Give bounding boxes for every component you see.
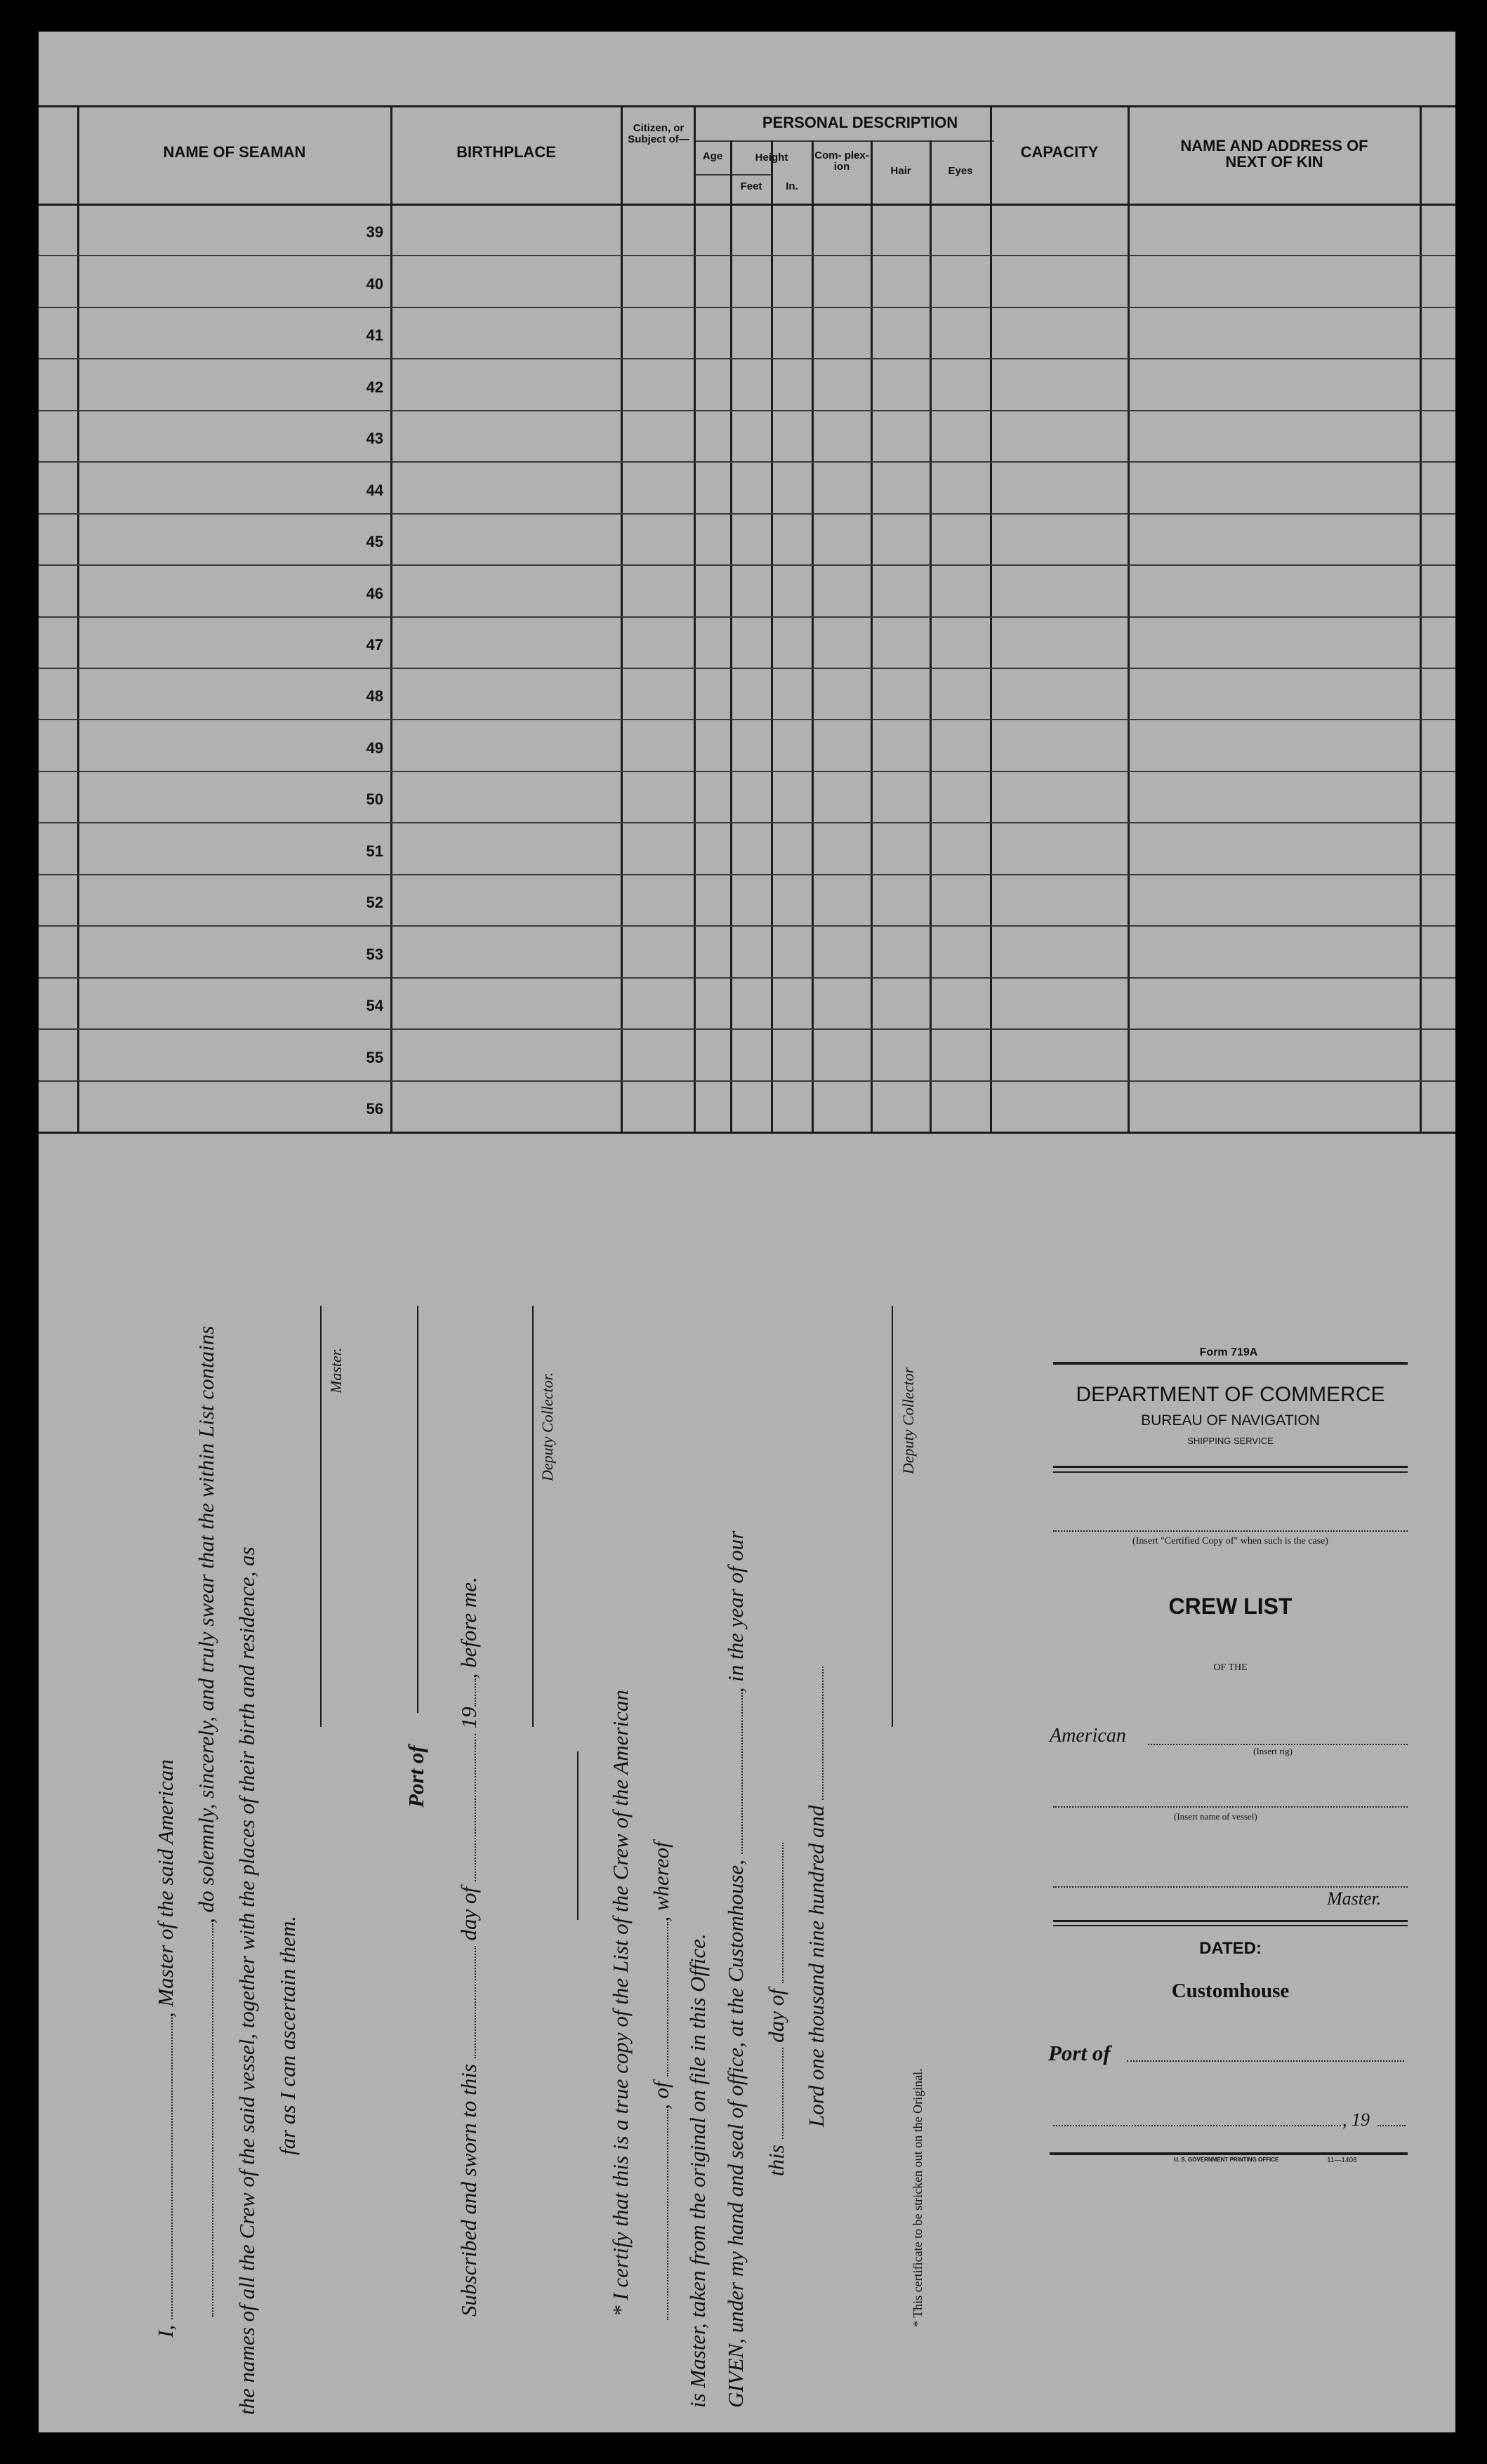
certified-copy-field[interactable]	[1053, 1530, 1408, 1532]
oath-line-2-text: , do solemnly, sincerely, and truly swear that the within List contains	[194, 1325, 218, 1923]
cover-rule-2	[1053, 1466, 1408, 1468]
before-me-text: , before me.	[456, 1577, 481, 1679]
table-row[interactable]	[39, 255, 1455, 306]
cert-line-6	[804, 1667, 829, 2127]
header-age: Age	[702, 150, 723, 162]
cert-day-field[interactable]	[765, 2048, 784, 2139]
deputy-collector-label: Deputy Collector.	[538, 1372, 556, 1481]
cover-rule-4	[1053, 1920, 1408, 1922]
oath-port-of: Port of	[404, 1745, 428, 1808]
table-row[interactable]	[39, 977, 1455, 1028]
table-bottom-border	[39, 1132, 1455, 1134]
master-cover-field[interactable]	[1053, 1886, 1408, 1888]
header-capacity: CAPACITY	[1020, 143, 1099, 161]
row-number: 51	[366, 842, 383, 860]
oath-line-1-text: , Master of the said American	[153, 1759, 178, 2018]
header-eyes: Eyes	[948, 165, 973, 177]
header-height: Height	[755, 152, 788, 164]
insert-rig-note: (Insert rig)	[1253, 1746, 1293, 1756]
table-row[interactable]	[39, 410, 1455, 461]
lord-text: Lord one thousand nine hundred and	[804, 1805, 828, 2127]
form-number: Form 719A	[1199, 1346, 1258, 1358]
row-number: 43	[366, 430, 383, 448]
subscribed-text: Subscribed and sworn to this	[456, 2064, 481, 2317]
cert-line-5	[764, 1843, 789, 2176]
cert-deputy-label: Deputy Collector	[899, 1367, 917, 1474]
row-number: 49	[366, 738, 383, 757]
table-row[interactable]	[39, 307, 1455, 358]
insert-certified-copy-note: (Insert "Certified Copy of" when such is the case)	[1132, 1536, 1328, 1546]
cert-port-field[interactable]	[650, 1922, 668, 2076]
cert-deputy-line[interactable]	[892, 1306, 893, 1727]
header-feet: Feet	[740, 180, 762, 192]
cover-rule-3	[1053, 1471, 1408, 1473]
oath-line-3: the names of all the Crew of the said vessel, together with the places of their birth and residence, as	[234, 1546, 259, 2415]
date-cover-field[interactable]	[1053, 2125, 1341, 2126]
table-row[interactable]	[39, 771, 1455, 822]
table-row[interactable]	[39, 564, 1455, 616]
cert-line-4	[723, 1531, 748, 2408]
oath-line-1	[153, 1759, 178, 2338]
cert-line-2	[649, 1841, 674, 2320]
table-row[interactable]	[39, 925, 1455, 976]
header-citizen: Citizen, or Subject of—	[628, 122, 689, 145]
service-title: SHIPPING SERVICE	[1187, 1436, 1274, 1446]
row-number: 41	[366, 326, 383, 345]
year-cover-field[interactable]	[1377, 2125, 1406, 2126]
table-row[interactable]	[39, 358, 1455, 409]
department-title: DEPARTMENT OF COMMERCE	[1076, 1383, 1385, 1406]
table-row[interactable]	[39, 1080, 1455, 1132]
table-row[interactable]	[39, 513, 1455, 564]
cert-customhouse-field[interactable]	[725, 1693, 743, 1854]
row-number: 44	[366, 481, 383, 499]
row-number: 53	[366, 945, 383, 963]
cover-rule-5	[1053, 1925, 1408, 1926]
port-of-cover-field[interactable]	[1127, 2060, 1404, 2062]
oath-line-2	[194, 1326, 219, 2317]
table-row[interactable]	[39, 668, 1455, 719]
bureau-title: BUREAU OF NAVIGATION	[1141, 1412, 1320, 1429]
certificate-rule	[577, 1751, 579, 1920]
crew-list-title: CREW LIST	[1168, 1594, 1293, 1619]
table-row[interactable]	[39, 616, 1455, 668]
cert-line-3-text: is Master, taken from the original on file in this Office.	[685, 1933, 710, 2408]
header-next-of-kin: NAME AND ADDRESS OF NEXT OF KIN	[1180, 137, 1368, 171]
row-number: 39	[366, 223, 383, 241]
sworn-month-field[interactable]	[458, 1734, 476, 1881]
insert-vessel-note: (Insert name of vessel)	[1174, 1811, 1257, 1822]
cert-month-field[interactable]	[765, 1843, 784, 1983]
form-code: 11—1408	[1327, 2157, 1357, 2164]
cert-vessel-field[interactable]	[650, 2109, 668, 2320]
row-number: 46	[366, 584, 383, 602]
row-number: 52	[366, 894, 383, 912]
master-signature-line[interactable]	[320, 1306, 322, 1727]
printer-imprint: U. S. GOVERNMENT PRINTING OFFICE	[1174, 2157, 1279, 2163]
day-of-text: day of	[456, 1886, 481, 1941]
row-number: 50	[366, 790, 383, 809]
height-rule	[695, 174, 772, 175]
american-label: American	[1050, 1725, 1126, 1747]
port-of-cover-label: Port of	[1048, 2041, 1111, 2065]
port-of-line[interactable]	[417, 1306, 418, 1713]
year-19-text: 19	[456, 1707, 481, 1729]
certificate-footnote: * This certificate to be stricken out on the Original.	[911, 2068, 925, 2327]
table-top-border	[39, 105, 1455, 107]
table-row[interactable]	[39, 204, 1455, 255]
row-number: 54	[366, 997, 383, 1015]
header-name-of-seaman: NAME OF SEAMAN	[163, 143, 306, 161]
day-of-text-2: day of	[764, 1989, 788, 2043]
table-row[interactable]	[39, 822, 1455, 873]
table-row[interactable]	[39, 1028, 1455, 1080]
row-number: 47	[366, 635, 383, 654]
header-birthplace: BIRTHPLACE	[456, 143, 556, 161]
year-cover-label: , 19	[1342, 2109, 1370, 2130]
customhouse-label: Customhouse	[1171, 1980, 1290, 2002]
row-number: 45	[366, 533, 383, 551]
row-number: 42	[366, 378, 383, 396]
header-personal-description: PERSONAL DESCRIPTION	[762, 114, 958, 131]
header-inches: In.	[786, 180, 798, 192]
dated-label: DATED:	[1199, 1939, 1262, 1958]
cert-year-field[interactable]	[805, 1667, 824, 1800]
row-number: 48	[366, 687, 383, 706]
header-hair: Hair	[890, 165, 911, 177]
year-of-our-text: , in the year of our	[723, 1530, 748, 1693]
sworn-year-field[interactable]	[458, 1678, 476, 1707]
cert-line-1: * I certify that this is a true copy of the List of the Crew of the American	[608, 1690, 633, 2317]
personal-description-rule	[695, 140, 994, 142]
given-text: GIVEN, under my hand and seal of office, at the Customhouse,	[723, 1860, 748, 2408]
table-row[interactable]	[39, 461, 1455, 512]
vessel-name-field[interactable]	[195, 1923, 213, 2317]
row-number: 55	[366, 1048, 383, 1066]
rig-field[interactable]	[1148, 1744, 1408, 1745]
cert-line-3	[685, 1933, 711, 2408]
row-number: 56	[366, 1099, 383, 1118]
cert-of-text: , of	[649, 2081, 673, 2109]
oath-i: I,	[153, 2324, 178, 2338]
of-the-text: OF THE	[1213, 1662, 1248, 1673]
table-row[interactable]	[39, 719, 1455, 770]
master-cover-label: Master.	[1327, 1888, 1382, 1909]
cover-top-rule	[1053, 1362, 1408, 1365]
deputy-collector-line[interactable]	[532, 1306, 534, 1727]
oath-line-4: far as I can ascertain them.	[275, 1916, 300, 2155]
cert-whereof-text: , whereof	[649, 1841, 673, 1922]
cover-bottom-rule	[1050, 2152, 1408, 2155]
this-text: this	[764, 2145, 788, 2176]
master-label: Master.	[327, 1347, 345, 1393]
vessel-name-cover-field[interactable]	[1053, 1806, 1408, 1808]
row-number: 40	[366, 274, 383, 293]
header-complexion: Com- plex- ion	[814, 150, 869, 173]
table-row[interactable]	[39, 874, 1455, 925]
sworn-day-field[interactable]	[458, 1946, 476, 2058]
master-name-field[interactable]	[154, 2018, 173, 2319]
oath-subscribed-line	[456, 1577, 482, 2317]
